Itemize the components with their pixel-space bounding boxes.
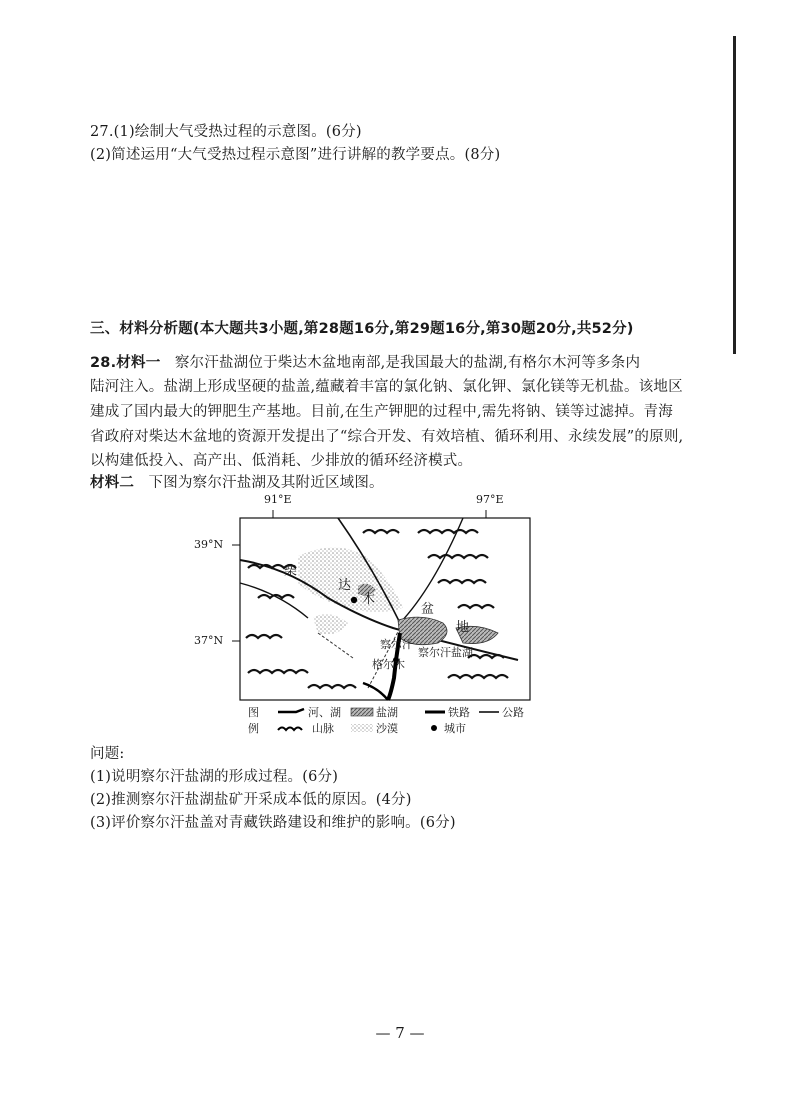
legend-desert-swatch — [350, 723, 374, 733]
material2-text: 下图为察尔汗盐湖及其附近区域图。 — [148, 475, 384, 491]
legend-title-2: 例 — [248, 722, 259, 735]
legend-road-swatch — [478, 707, 500, 717]
page-number: — 7 — — [375, 1024, 425, 1042]
place-golmud: 格尔木 — [372, 658, 405, 671]
legend-city-label: 城市 — [444, 722, 466, 735]
margin-binding-line — [733, 36, 736, 354]
material1-text-5: 以构建低投入、高产出、低消耗、少排放的循环经济模式。 — [90, 453, 473, 469]
section3-heading: 三、材料分析题(本大题共3小题,第28题16分,第29题16分,第30题20分,共52分) — [90, 321, 634, 337]
legend-saltlake-label: 盐湖 — [376, 706, 398, 719]
place-chaerhan: 察尔汗 — [380, 638, 413, 651]
material1-text-1: 察尔汗盐湖位于柴达木盆地南部,是我国最大的盐湖,有格尔木河等多条内 — [174, 355, 641, 371]
material1-text-4: 省政府对柴达木盆地的资源开发提出了“综合开发、有效培植、循环利用、永续发展”的原则, — [90, 429, 684, 445]
q28-material1-line1 — [90, 351, 640, 372]
legend-mountain-swatch — [276, 723, 310, 733]
material2-label: 材料二 — [90, 475, 135, 491]
legend-railway-label: 铁路 — [448, 706, 470, 719]
legend-saltlake-swatch — [350, 707, 374, 717]
q28-question-2: (2)推测察尔汗盐湖盐矿开采成本低的原因。(4分) — [90, 792, 412, 808]
lat-39-label: 39°N — [194, 538, 224, 551]
material1-text-2: 陆河注入。盐湖上形成坚硬的盐盖,蕴藏着丰富的氯化钠、氯化钾、氯化镁等无机盐。该地区 — [90, 379, 683, 395]
q28-question-3: (3)评价察尔汗盐盖对青藏铁路建设和维护的影响。(6分) — [90, 815, 456, 831]
legend-desert-label: 沙漠 — [376, 722, 398, 735]
lat-37-label: 37°N — [194, 634, 224, 647]
lon-97-label: 97°E — [476, 493, 504, 506]
place-di: 地 — [456, 620, 470, 635]
legend-railway-swatch — [424, 707, 446, 717]
legend-city-swatch — [428, 723, 440, 733]
legend-river-swatch — [276, 707, 306, 717]
material1-label: 材料一 — [116, 355, 161, 371]
legend-river-label: 河、湖 — [308, 706, 341, 719]
place-pen: 盆 — [421, 602, 435, 617]
lon-91-label: 91°E — [264, 493, 292, 506]
legend-road-label: 公路 — [502, 706, 524, 719]
questions-label: 问题: — [90, 746, 125, 762]
chaerhan-map — [188, 488, 548, 738]
material1-text-3: 建成了国内最大的钾肥生产基地。目前,在生产钾肥的过程中,需先将钠、镁等过滤掉。青海 — [90, 404, 673, 420]
map-drawing — [188, 488, 548, 738]
place-mu: 木 — [362, 592, 376, 607]
legend-title-1: 图 — [248, 706, 259, 719]
place-da: 达 — [338, 578, 352, 593]
place-chai: 柴 — [284, 564, 298, 579]
q27-part1: 27.(1)绘制大气受热过程的示意图。(6分) — [90, 124, 362, 140]
q27-part2: (2)简述运用“大气受热过程示意图”进行讲解的教学要点。(8分) — [90, 147, 501, 163]
q28-question-1: (1)说明察尔汗盐湖的形成过程。(6分) — [90, 769, 339, 785]
place-chaerhan-lake: 察尔汗盐湖 — [418, 646, 473, 659]
legend-mountain-label: 山脉 — [312, 722, 334, 735]
q28-number: 28. — [90, 355, 117, 371]
city-marker — [351, 597, 357, 603]
